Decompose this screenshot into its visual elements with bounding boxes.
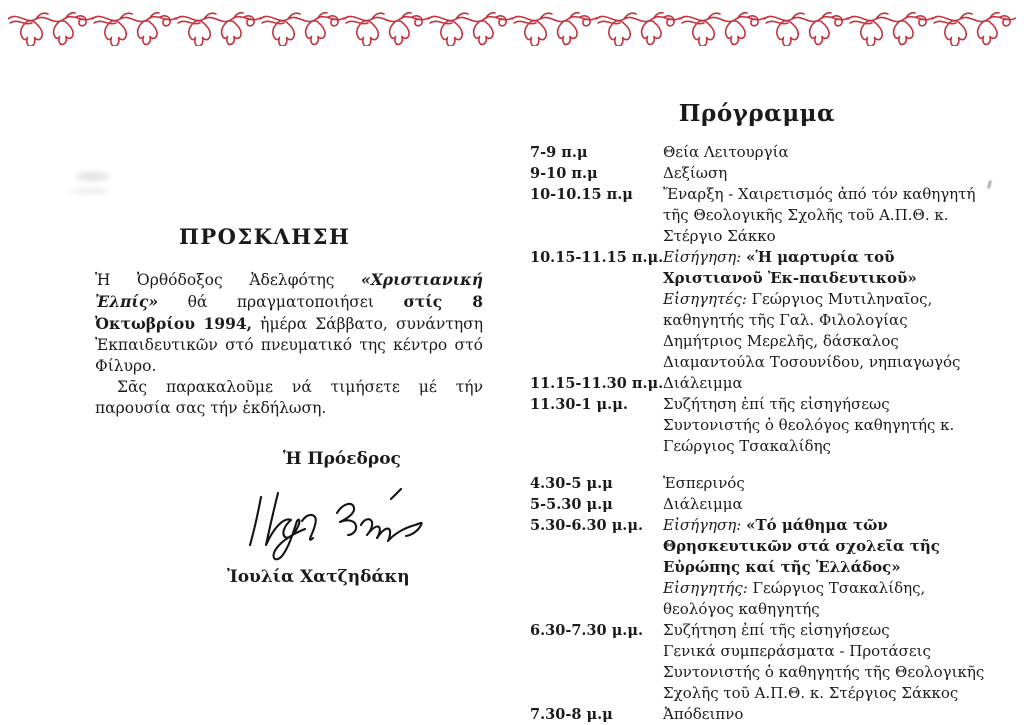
handwritten-signature xyxy=(245,479,425,563)
text-run: Διαμαντούλα Τοσουνίδου, νηπιαγωγός xyxy=(663,353,961,371)
text-run: στίς 8 Ὀκτωβρίου 1994, xyxy=(95,292,483,333)
program-section xyxy=(530,100,992,725)
signatory-role: Ἡ Πρόεδρος xyxy=(283,449,401,469)
program-row xyxy=(530,515,992,620)
program-row xyxy=(530,620,992,704)
program-line xyxy=(663,662,992,704)
text-run: Διάλειμμα xyxy=(663,374,743,392)
signatory-name: Ἰουλία Χατζηδάκη xyxy=(227,567,410,587)
text-run: Γεώργιος Τσακαλίδης, θεολόγος καθηγητής xyxy=(663,579,926,618)
program-row xyxy=(530,394,992,457)
program-time: 9-10 π.μ xyxy=(530,165,598,182)
program-row xyxy=(530,142,992,163)
text-run: Θεία Λειτουργία xyxy=(663,143,789,161)
text-run: Εἰσήγηση: xyxy=(663,248,747,266)
text-run: Ἔναρξη - Χαιρετισμός ἀπό τόν καθηγητή τῆς Θεολογικῆς Σχολῆς τοῦ Α.Π.Θ. κ. Στέργιο Σάκκο xyxy=(663,185,976,245)
text-run: Εἰσηγητές: xyxy=(663,290,752,308)
program-line xyxy=(663,163,992,184)
program-line xyxy=(663,620,992,641)
program-row xyxy=(530,473,992,494)
program-line xyxy=(663,515,992,578)
scan-smudge xyxy=(70,188,110,194)
text-run: «Τό μάθημα τῶν Θρησκευτικῶν στά σχολεῖα τῆς Εὐρώπης καί τῆς Ἑλλάδος» xyxy=(663,516,940,576)
program-row xyxy=(530,704,992,725)
program-line xyxy=(663,494,992,515)
floral-border xyxy=(8,6,1016,46)
program-description xyxy=(663,515,992,620)
text-run: Συντονιστής ὁ θεολόγος καθηγητής κ. Γεώργιος Τσακαλίδης xyxy=(663,416,955,455)
program-line xyxy=(663,331,992,352)
program-line xyxy=(663,473,992,494)
text-run: Ἑσπερινός xyxy=(663,474,745,492)
text-run: ἡμέρα Σάββατο, συνάντηση Ἐκπαιδευτικῶν στό πνευματικό της κέντρο στό Φίλυρο. xyxy=(95,315,483,375)
program-description xyxy=(663,620,992,704)
scan-smudge xyxy=(76,172,110,181)
program-description xyxy=(663,704,992,725)
signature-block xyxy=(95,449,483,587)
program-time: 4.30-5 μ.μ xyxy=(530,475,613,492)
program-row xyxy=(530,184,992,247)
program-title: Πρόγραμμα xyxy=(678,100,836,127)
invitation-paragraph-1 xyxy=(95,269,483,377)
program-description xyxy=(663,494,992,515)
program-description xyxy=(663,394,992,457)
text-run: Γεώργιος Μυτιληναῖος, καθηγητής τῆς Γαλ. Φιλολογίας xyxy=(663,290,933,329)
program-line xyxy=(663,142,992,163)
text-run: θά πραγματοποιήσει xyxy=(158,293,404,311)
text-run: Συζήτηση ἐπί τῆς εἰσηγήσεως xyxy=(663,621,890,639)
program-description xyxy=(663,473,992,494)
program-line xyxy=(663,289,992,331)
program-time: 11.15-11.30 π.μ. xyxy=(530,375,664,392)
text-run: Γενικά συμπεράσματα - Προτάσεις xyxy=(663,642,931,660)
program-schedule xyxy=(530,142,992,725)
program-description xyxy=(663,184,992,247)
program-row xyxy=(530,373,992,394)
text-run: Εἰσήγηση: xyxy=(663,516,747,534)
program-time: 6.30-7.30 μ.μ. xyxy=(530,622,644,639)
text-run: «Ἡ μαρτυρία τοῦ Χριστιανοῦ Ἐκ-παιδευτικοῦ» xyxy=(663,248,917,287)
invitation-paragraph-2 xyxy=(95,377,483,419)
program-description xyxy=(663,163,992,184)
program-row xyxy=(530,163,992,184)
program-row xyxy=(530,494,992,515)
text-run: «Χριστιανική Ἐλπίς» xyxy=(95,270,483,311)
text-run: Συζήτηση ἐπί τῆς εἰσηγήσεως xyxy=(663,395,890,413)
program-line xyxy=(663,247,992,289)
program-line xyxy=(663,184,992,247)
invitation-section xyxy=(95,224,483,587)
text-run: Ἡ Ὀρθόδοξος Ἀδελφότης xyxy=(95,271,362,289)
program-line xyxy=(663,415,992,457)
program-description xyxy=(663,142,992,163)
program-line xyxy=(663,394,992,415)
text-run: Σᾶς παρακαλοῦμε νά τιμήσετε μέ τήν παρουσία σας τήν ἐκδήλωση. xyxy=(95,378,483,417)
invitation-title: ΠΡΟΣΚΛΗΣΗ xyxy=(179,224,351,249)
program-time: 5.30-6.30 μ.μ. xyxy=(530,517,644,534)
program-line xyxy=(663,352,992,373)
program-time: 11.30-1 μ.μ. xyxy=(530,396,628,413)
program-description xyxy=(663,247,992,373)
program-time: 10-10.15 π.μ xyxy=(530,186,633,203)
text-run: Διάλειμμα xyxy=(663,495,743,513)
program-time: 10.15-11.15 π.μ. xyxy=(530,249,664,266)
text-run: Συντονιστής ὁ καθηγητής τῆς Θεολογικῆς Σχολῆς τοῦ Α.Π.Θ. κ. Στέργιος Σάκκος xyxy=(663,663,985,702)
program-line xyxy=(663,641,992,662)
program-line xyxy=(663,704,992,725)
program-description xyxy=(663,373,992,394)
program-time: 7.30-8 μ.μ xyxy=(530,706,613,723)
program-line xyxy=(663,578,992,620)
program-line xyxy=(663,373,992,394)
text-run: Εἰσηγητής: xyxy=(663,579,753,597)
program-time: 7-9 π.μ xyxy=(530,144,588,161)
text-run: Ἀπόδειπνο xyxy=(663,705,744,723)
program-time: 5-5.30 μ.μ xyxy=(530,496,613,513)
text-run: Δεξίωση xyxy=(663,164,728,182)
text-run: Δημήτριος Μερελῆς, δάσκαλος xyxy=(663,332,899,350)
program-row xyxy=(530,247,992,373)
